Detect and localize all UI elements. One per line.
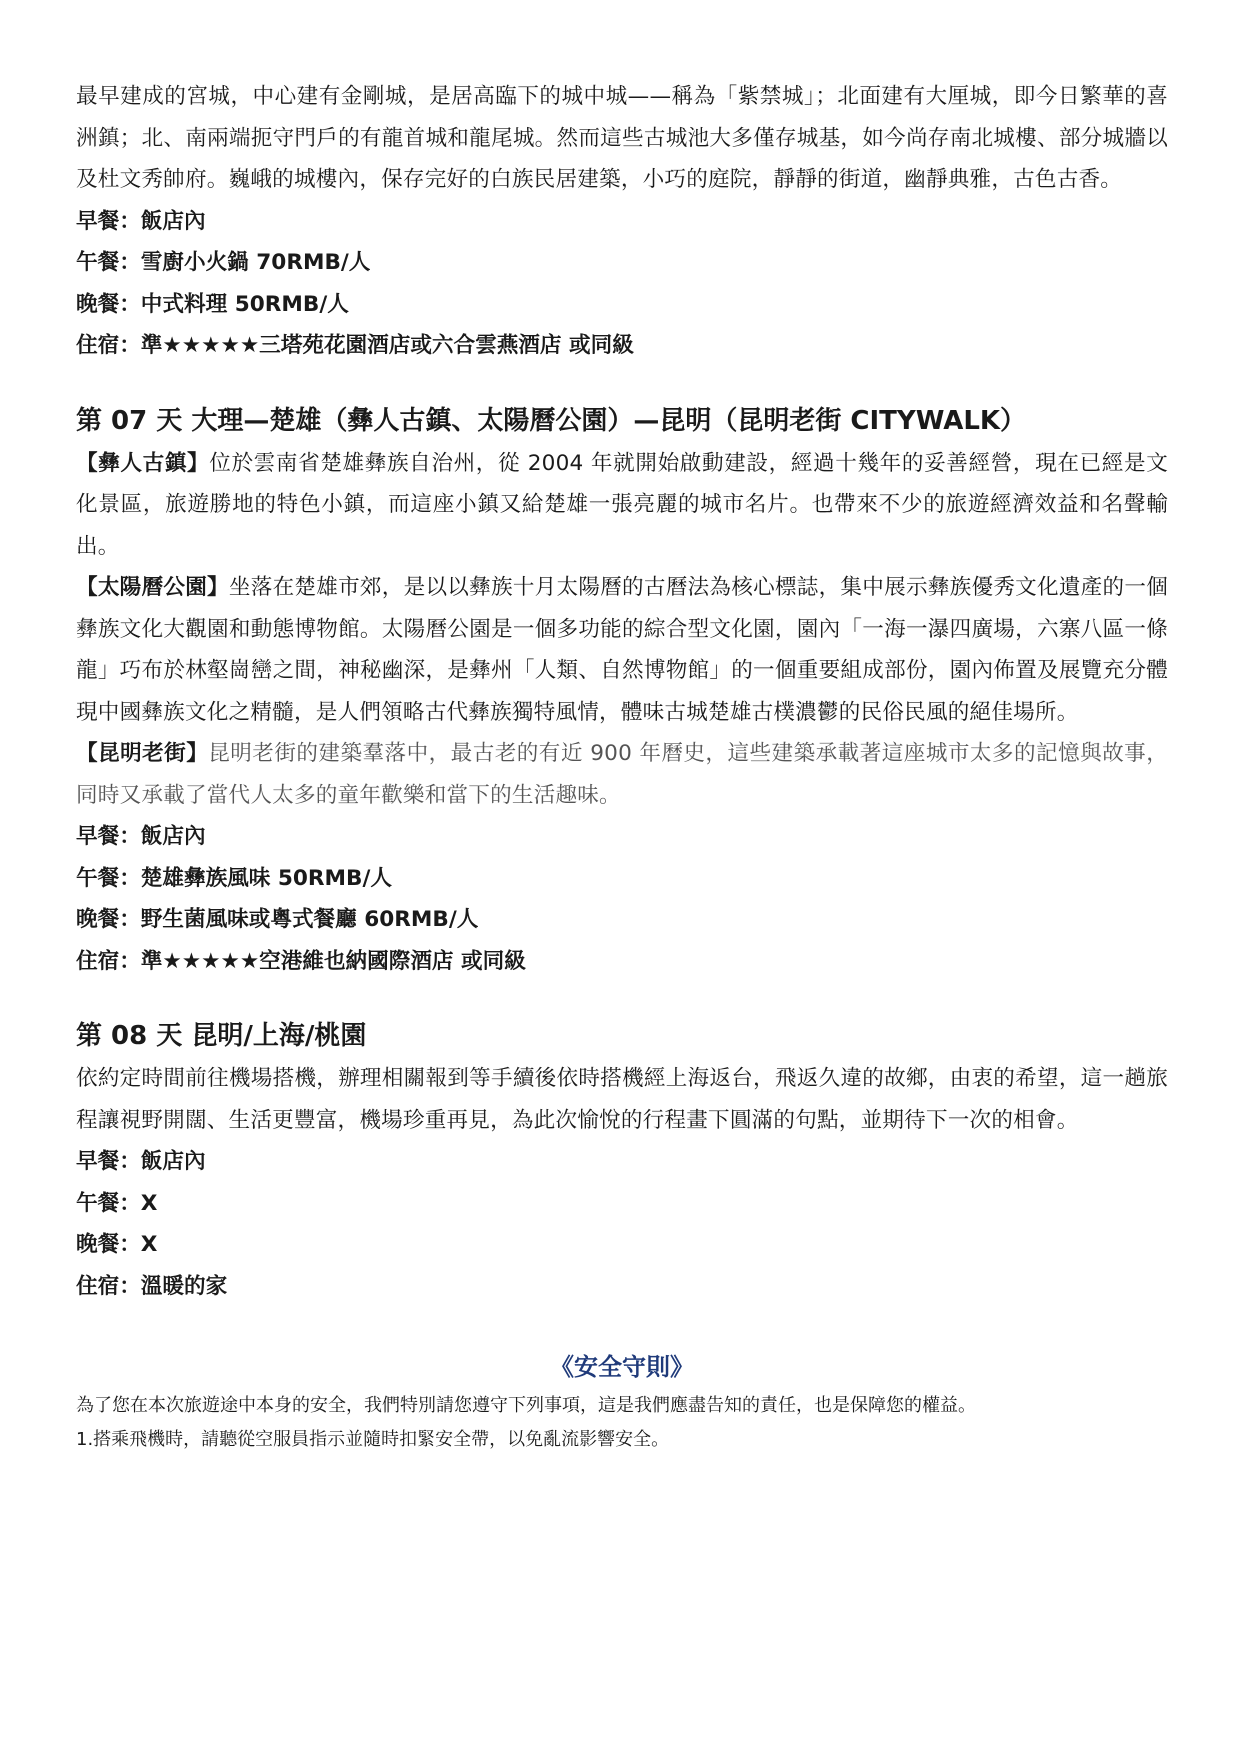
section-spacer xyxy=(76,982,1168,1014)
day06-description: 最早建成的宮城，中心建有金剛城，是居高臨下的城中城——稱為「紫禁城」；北面建有大厘城，即今日繁華的喜洲鎮；北、南兩端扼守門戶的有龍首城和龍尾城。然而這些古城池大多僅存城基，如今尚存南北城樓、部分城牆以及杜文秀帥府。巍峨的城樓內，保存完好的白族民居建築，小巧的庭院，靜靜的街道，幽靜典雅，古色古香。 xyxy=(76,84,1168,192)
lunch-value: 雪廚小火鍋 70RMB/人 xyxy=(140,250,371,275)
section-spacer xyxy=(76,1307,1168,1345)
day07-section-solar-park xyxy=(76,567,1168,733)
lunch-label: 午餐： xyxy=(76,865,141,891)
day06-lunch xyxy=(76,242,1168,284)
day08-heading: 第 08 天 昆明/上海/桃園 xyxy=(76,1021,367,1051)
safety-rule-1: 1.搭乘飛機時，請聽從空服員指示並隨時扣緊安全帶，以免亂流影響安全。 xyxy=(76,1429,670,1450)
day07-dinner xyxy=(76,899,1168,941)
dinner-label: 晚餐： xyxy=(76,291,141,317)
day08-description: 依約定時間前往機場搭機，辦理相關報到等手續後依時搭機經上海返台，飛返久違的故鄉，由衷的希望，這一趟旅程讓視野開闊、生活更豐富，機場珍重再見，為此次愉悅的行程畫下圓滿的句點，並期待下一次的相會。 xyxy=(76,1066,1168,1133)
breakfast-value: 飯店內 xyxy=(140,824,206,849)
lunch-label: 午餐： xyxy=(76,1190,141,1216)
section-tag: 【昆明老街】 xyxy=(76,741,209,766)
section-text: 昆明老街的建築羣落中，最古老的有近 900 年曆史，這些建築承載著這座城市太多的記憶與故事，同時又承載了當代人太多的童年歡樂和當下的生活趣味。 xyxy=(76,741,1168,808)
dinner-value: 野生菌風味或粵式餐廳 60RMB/人 xyxy=(140,907,479,932)
day08-dinner xyxy=(76,1224,1168,1266)
section-tag: 【彝人古鎮】 xyxy=(76,450,210,476)
day07-lodging xyxy=(76,941,1168,983)
dinner-value: X xyxy=(140,1232,158,1257)
lunch-label: 午餐： xyxy=(76,250,141,275)
breakfast-label: 早餐： xyxy=(76,1149,141,1174)
breakfast-label: 早餐： xyxy=(76,824,141,849)
day08-lunch xyxy=(76,1183,1168,1225)
dinner-value: 中式料理 50RMB/人 xyxy=(140,291,349,317)
lodging-value: 溫暖的家 xyxy=(140,1273,228,1299)
day08-breakfast xyxy=(76,1141,1168,1183)
itinerary-page xyxy=(76,76,1168,1457)
breakfast-label: 早餐： xyxy=(76,208,141,234)
dinner-label: 晚餐： xyxy=(76,1232,141,1257)
day07-lunch xyxy=(76,858,1168,900)
safety-title: 《安全守則》 xyxy=(550,1353,694,1381)
safety-intro: 為了您在本次旅遊途中本身的安全，我們特別請您遵守下列事項，這是我們應盡告知的責任，也是保障您的權益。 xyxy=(76,1395,976,1416)
breakfast-value: 飯店內 xyxy=(140,1149,206,1174)
lodging-value: 準★★★★★三塔苑花園酒店或六合雲燕酒店 或同級 xyxy=(140,333,634,358)
day07-heading: 第 07 天 大理—楚雄（彝人古鎮、太陽曆公園）—昆明（昆明老街 CITYWALK） xyxy=(76,405,1027,436)
day06-breakfast xyxy=(76,201,1168,243)
section-text: 坐落在楚雄市郊，是以以彝族十月太陽曆的古曆法為核心標誌，集中展示彝族優秀文化遺產的一個彝族文化大觀園和動態博物館。太陽曆公園是一個多功能的綜合型文化園，園內「一海一瀑四廣場，六寨八區一條龍」巧布於林壑崗巒之間，神秘幽深，是彝州「人類、自然博物館」的一個重要組成部份，園內佈置及展覽充分體現中國彝族文化之精髓，是人們領略古代彝族獨特風情，體味古城楚雄古樸濃鬱的民俗民風的絕佳場所。 xyxy=(76,575,1168,725)
day06-dinner xyxy=(76,284,1168,326)
section-tag: 【太陽曆公園】 xyxy=(76,575,229,600)
breakfast-value: 飯店內 xyxy=(140,208,206,234)
lunch-value: 楚雄彝族風味 50RMB/人 xyxy=(140,865,392,891)
lunch-value: X xyxy=(140,1190,158,1216)
day07-section-old-street xyxy=(76,733,1168,816)
lodging-label: 住宿： xyxy=(76,333,141,358)
day07-breakfast xyxy=(76,816,1168,858)
dinner-label: 晚餐： xyxy=(76,907,141,932)
lodging-label: 住宿： xyxy=(76,948,141,974)
section-spacer xyxy=(76,367,1168,399)
day06-lodging xyxy=(76,325,1168,367)
day08-lodging xyxy=(76,1266,1168,1308)
lodging-value: 準★★★★★空港維也納國際酒店 或同級 xyxy=(140,948,526,974)
lodging-label: 住宿： xyxy=(76,1273,141,1299)
day07-section-yiren xyxy=(76,443,1168,568)
section-text: 位於雲南省楚雄彝族自治州，從 2004 年就開始啟動建設，經過十幾年的妥善經營，現在已經是文化景區，旅遊勝地的特色小鎮，而這座小鎮又給楚雄一張亮麗的城市名片。也帶來不少的旅遊經濟效益和名聲輸出。 xyxy=(76,450,1168,559)
